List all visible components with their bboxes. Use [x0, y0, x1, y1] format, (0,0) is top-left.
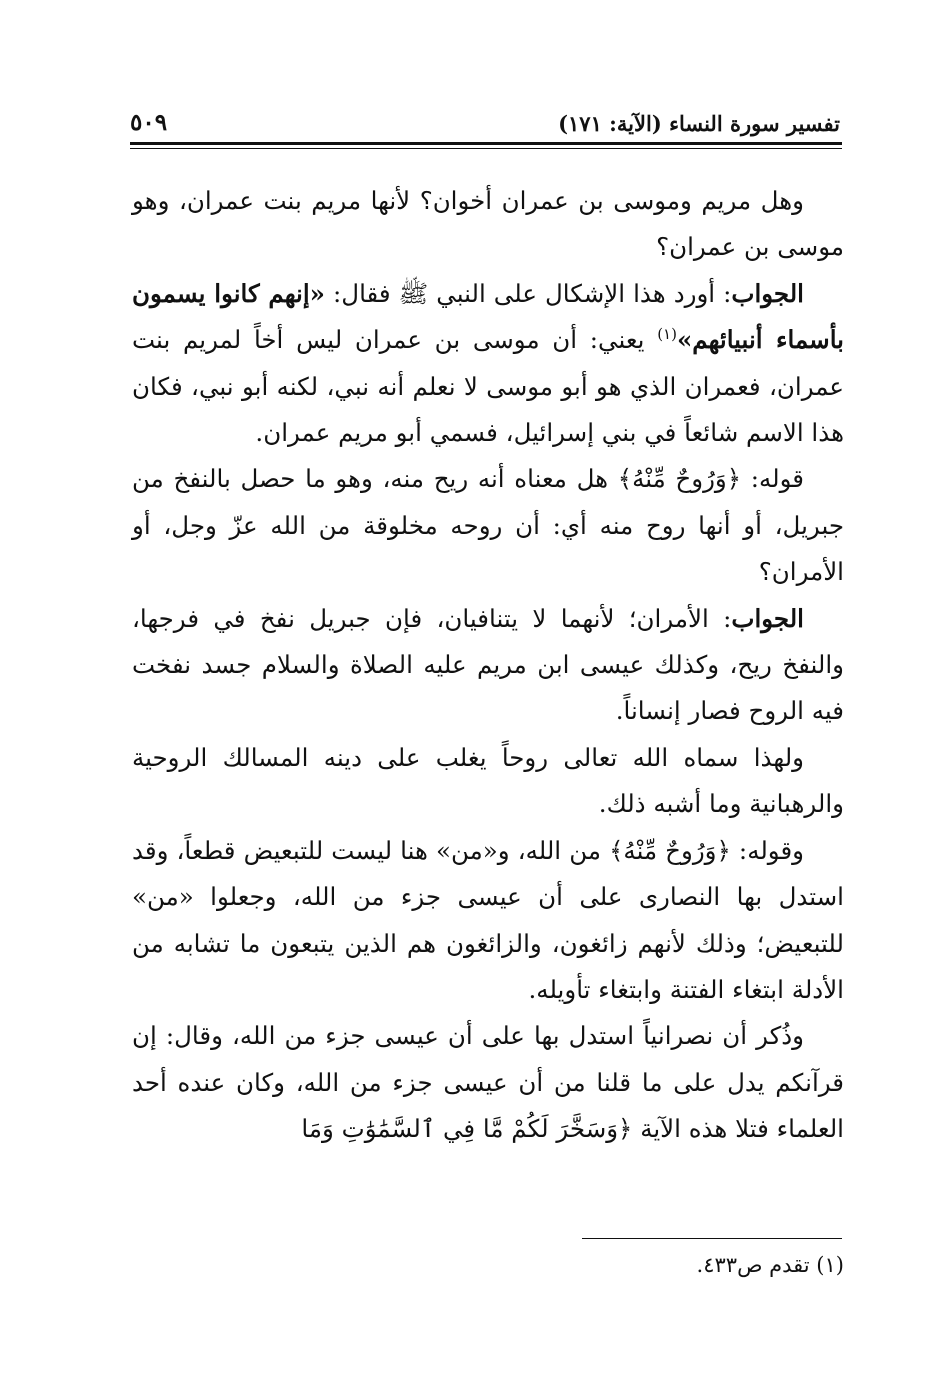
paragraph-text: وقوله: ﴿وَرُوحٌ مِّنْهُ﴾ من الله، و«من» هنا ليست للتبعيض قطعاً، وقد استدل بها النصارى على أن عيسى جزء من الله، وجعلوا «من» للتبعيض؛ وذلك لأنهم زائغون، والزائغون هم الذين يتبعون ما تشابه من الأدلة ابتغاء الفتنة وابتغاء تأويله.: [132, 835, 844, 1004]
footnote: (١) تقدم ص٤٣٣.: [696, 1253, 844, 1277]
header-rule-thick: [130, 142, 842, 145]
paragraph-answer-1: [132, 271, 844, 457]
paragraph-text: وهل مريم وموسى بن عمران أخوان؟ لأنها مريم بنت عمران، وهو موسى بن عمران؟: [132, 186, 844, 262]
paragraph-6: [132, 828, 844, 1014]
paragraph-text: : الأمران؛ لأنهما لا يتنافيان، فإن جبريل نفخ في فرجها، والنفخ ريح، وكذلك عيسى ابن مريم عليه الصلاة والسلام جسد نفخت فيه الروح فصار إنساناً.: [132, 603, 844, 726]
paragraph-text: قوله: ﴿وَرُوحٌ مِّنْهُ﴾ هل معناه أنه ريح منه، وهو ما حصل بالنفخ من جبريل، أو أنها روح منه أي: أن روحه مخلوقة من الله عزّ وجل، أو الأمران؟: [132, 464, 844, 587]
answer-label: الجواب: [731, 278, 804, 308]
paragraph-question-2: [132, 456, 844, 595]
page-number: ٥٠٩: [130, 109, 168, 136]
header-rule-thin: [130, 148, 842, 149]
body-text: [132, 178, 844, 1153]
paragraph-5: [132, 735, 844, 828]
paragraph-text: يعني: أن موسى بن عمران ليس أخاً لمريم بنت عمران، فعمران الذي هو أبو موسى لا نعلم أنه نبي، لكنه أبو نبي، فكان هذا الاسم شائعاً في بني إسرائيل، فسمي أبو مريم عمران.: [132, 325, 844, 448]
footnote-separator: [582, 1238, 842, 1239]
paragraph-text: : أورد هذا الإشكال على النبي ﷺ فقال:: [324, 278, 732, 308]
paragraph-question-1: [132, 178, 844, 271]
answer-label: الجواب: [731, 603, 804, 633]
paragraph-7: [132, 1013, 844, 1152]
hadith-quote: «إنهم كانوا يسمون بأسماء أنبيائهم»: [132, 278, 844, 355]
running-title: تفسير سورة النساء (الآية: ١٧١): [558, 111, 840, 136]
paragraph-answer-2: [132, 596, 844, 735]
footnote-reference: (١): [657, 325, 677, 344]
paragraph-text: ولهذا سماه الله تعالى روحاً يغلب على دينه المسالك الروحية والرهبانية وما أشبه ذلك.: [132, 742, 844, 819]
paragraph-text: وذُكر أن نصرانياً استدل بها على أن عيسى جزء من الله، وقال: إن قرآنكم يدل على ما قلنا من أن عيسى جزء من الله، وكان عنده أحد العلماء فتلا هذه الآية ﴿وَسَخَّرَ لَكُمْ مَّا فِي ٱلسَّمَٰوَٰتِ وَمَا: [132, 1021, 844, 1144]
page-header: [130, 104, 840, 136]
